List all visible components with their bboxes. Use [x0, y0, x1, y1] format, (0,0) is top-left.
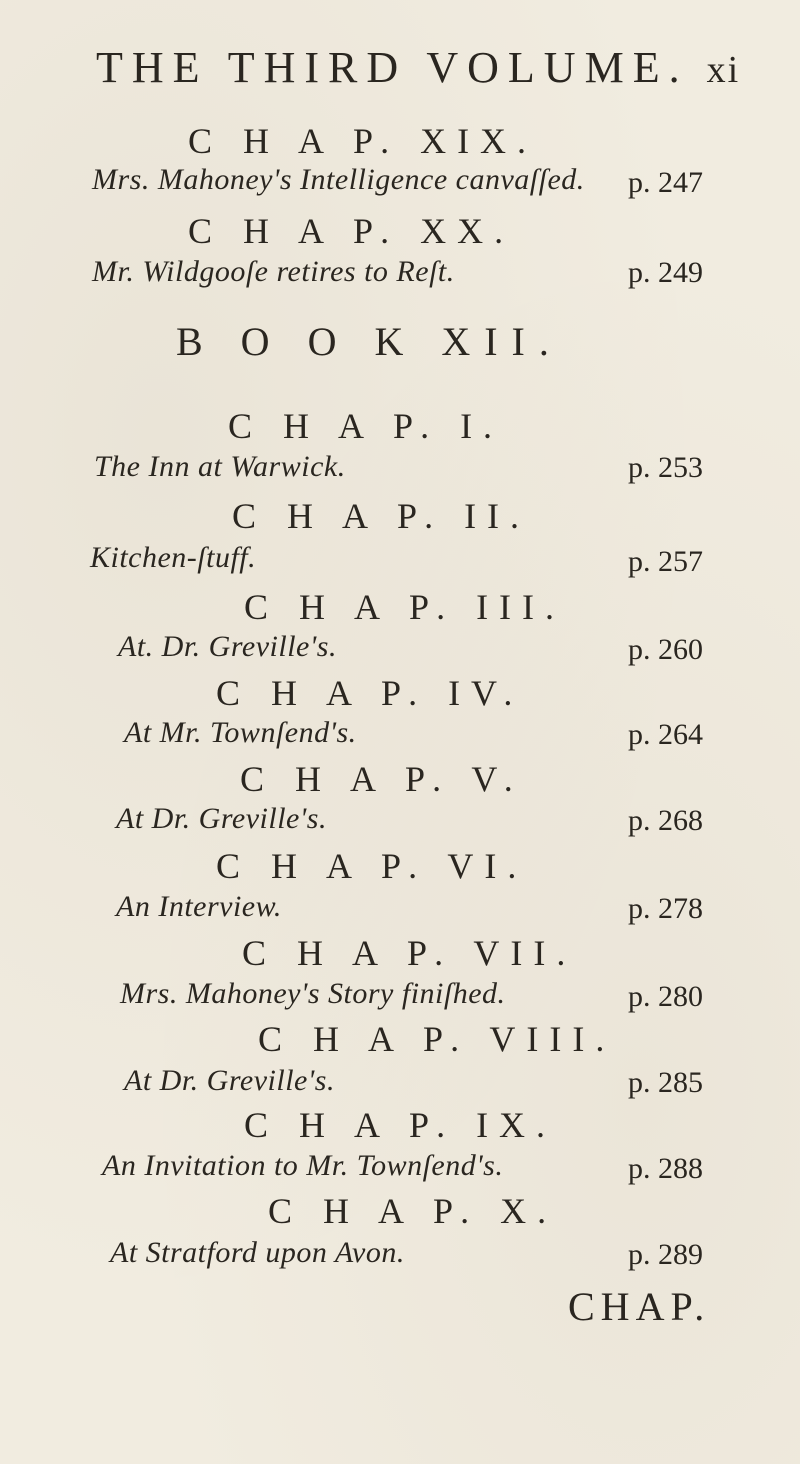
folio-number: xi [706, 49, 741, 91]
chapter-heading: C H A P. VII. [242, 933, 577, 973]
catchword: CHAP. [568, 1284, 711, 1329]
chapter-heading: C H A P. IV. [216, 673, 524, 713]
page-reference: p. 253 [628, 451, 703, 484]
chapter-heading: C H A P. IX. [244, 1105, 557, 1145]
chapter-heading: C H A P. II. [232, 496, 531, 536]
chapter-title: At Stratford upon Avon. [110, 1236, 405, 1269]
page-reference: p. 260 [628, 633, 703, 666]
page-reference: p. 280 [628, 980, 703, 1013]
running-head-title: THE THIRD VOLUME. [96, 43, 689, 92]
page-reference: p. 257 [628, 545, 703, 578]
chapter-title: At. Dr. Greville's. [118, 630, 337, 663]
chapter-heading: C H A P. XX. [188, 211, 515, 251]
chapter-title: An Interview. [116, 890, 282, 923]
chapter-title: Mrs. Mahoney's Intelligence canvaſſed. [92, 163, 585, 196]
chapter-title: Mrs. Mahoney's Story finiſhed. [120, 977, 506, 1010]
chapter-heading: C H A P. III. [244, 587, 566, 627]
chapter-heading: C H A P. I. [228, 406, 504, 446]
chapter-title: Mr. Wildgooſe retires to Reſt. [92, 255, 455, 288]
page-reference: p. 289 [628, 1238, 703, 1271]
running-head [96, 42, 740, 93]
page-reference: p. 285 [628, 1066, 703, 1099]
page-reference: p. 278 [628, 892, 703, 925]
chapter-title: The Inn at Warwick. [94, 450, 346, 483]
chapter-title: At Mr. Townſend's. [124, 716, 357, 749]
page-reference: p. 268 [628, 804, 703, 837]
chapter-title: Kitchen-ſtuff. [90, 541, 257, 574]
page-reference: p. 264 [628, 718, 703, 751]
chapter-title: At Dr. Greville's. [124, 1064, 335, 1097]
page-reference: p. 247 [628, 166, 703, 199]
chapter-heading: C H A P. X. [268, 1191, 558, 1231]
chapter-heading: C H A P. VIII. [258, 1019, 616, 1059]
chapter-title: An Invitation to Mr. Townſend's. [102, 1149, 504, 1182]
page-reference: p. 249 [628, 256, 703, 289]
chapter-heading: C H A P. V. [240, 759, 524, 799]
book-heading: B O O K XII. [176, 319, 563, 364]
page-reference: p. 288 [628, 1152, 703, 1185]
chapter-title: At Dr. Greville's. [116, 802, 327, 835]
chapter-heading: C H A P. VI. [216, 846, 528, 886]
chapter-heading: C H A P. XIX. [188, 121, 538, 161]
